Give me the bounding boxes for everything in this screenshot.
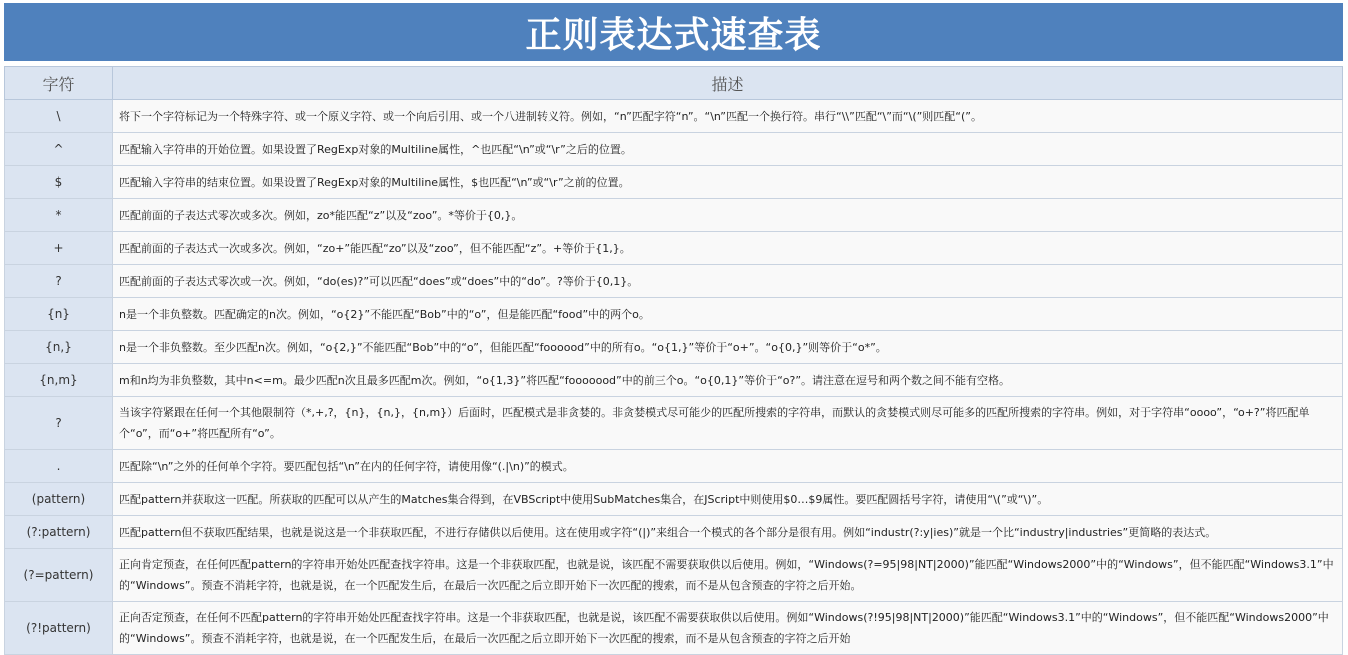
row-symbol: (?=pattern) <box>5 549 113 602</box>
row-symbol: ? <box>5 265 113 298</box>
row-description: 匹配输入字符串的结束位置。如果设置了RegExp对象的Multiline属性，$也匹配“\n”或“\r”之前的位置。 <box>113 166 1343 199</box>
row-symbol: {n,m} <box>5 364 113 397</box>
row-description: 匹配pattern并获取这一匹配。所获取的匹配可以从产生的Matches集合得到，在VBScript中使用SubMatches集合，在JScript中则使用$0…$9属性。要匹配圆括号字符，请使用“\(”或“\)”。 <box>113 483 1343 516</box>
row-description: 匹配除“\n”之外的任何单个字符。要匹配包括“\n”在内的任何字符，请使用像“(.|\n)”的模式。 <box>113 450 1343 483</box>
row-symbol: ? <box>5 397 113 450</box>
row-symbol: . <box>5 450 113 483</box>
page-title: 正则表达式速查表 <box>4 3 1343 61</box>
row-description: 匹配前面的子表达式零次或多次。例如，zo*能匹配“z”以及“zoo”。*等价于{0,}。 <box>113 199 1343 232</box>
row-description: 将下一个字符标记为一个特殊字符、或一个原义字符、或一个向后引用、或一个八进制转义符。例如，“n”匹配字符“n”。“\n”匹配一个换行符。串行“\\”匹配“\”而“\(”则匹配“(”。 <box>113 100 1343 133</box>
row-symbol: \ <box>5 100 113 133</box>
table-row <box>5 549 1343 602</box>
table-row <box>5 166 1343 199</box>
row-description: m和n均为非负整数，其中n<=m。最少匹配n次且最多匹配m次。例如，“o{1,3}”将匹配“fooooood”中的前三个o。“o{0,1}”等价于“o?”。请注意在逗号和两个数之间不能有空格。 <box>113 364 1343 397</box>
row-description: n是一个非负整数。至少匹配n次。例如，“o{2,}”不能匹配“Bob”中的“o”，但能匹配“foooood”中的所有o。“o{1,}”等价于“o+”。“o{0,}”则等价于“o*”。 <box>113 331 1343 364</box>
row-symbol: + <box>5 232 113 265</box>
row-description: 正向肯定预查，在任何匹配pattern的字符串开始处匹配查找字符串。这是一个非获取匹配，也就是说，该匹配不需要获取供以后使用。例如，“Windows(?=95|98|NT|2000)”能匹配“Windows2000”中的“Windows”，但不能匹配“Windows3.1”中的“Windows”。预查不消耗字符，也就是说，在一个匹配发生后，在最后一次匹配之后立即开始下一次匹配的搜索，而不是从包含预查的字符之后开始。 <box>113 549 1343 602</box>
row-description: 正向否定预查，在任何不匹配pattern的字符串开始处匹配查找字符串。这是一个非获取匹配，也就是说，该匹配不需要获取供以后使用。例如“Windows(?!95|98|NT|2000)”能匹配“Windows3.1”中的“Windows”，但不能匹配“Windows2000”中的“Windows”。预查不消耗字符，也就是说，在一个匹配发生后，在最后一次匹配之后立即开始下一次匹配的搜索，而不是从包含预查的字符之后开始 <box>113 602 1343 655</box>
table-row <box>5 265 1343 298</box>
table-row <box>5 450 1343 483</box>
table-row <box>5 298 1343 331</box>
row-symbol: (?:pattern) <box>5 516 113 549</box>
row-symbol: $ <box>5 166 113 199</box>
row-symbol: (pattern) <box>5 483 113 516</box>
table-row <box>5 364 1343 397</box>
table-row <box>5 199 1343 232</box>
row-description: 匹配前面的子表达式一次或多次。例如，“zo+”能匹配“zo”以及“zoo”，但不能匹配“z”。+等价于{1,}。 <box>113 232 1343 265</box>
row-symbol: ^ <box>5 133 113 166</box>
table-row <box>5 331 1343 364</box>
table-row <box>5 133 1343 166</box>
table-row <box>5 483 1343 516</box>
table-row <box>5 232 1343 265</box>
row-description: 当该字符紧跟在任何一个其他限制符（*,+,?，{n}，{n,}，{n,m}）后面时，匹配模式是非贪婪的。非贪婪模式尽可能少的匹配所搜索的字符串，而默认的贪婪模式则尽可能多的匹配所搜索的字符串。例如，对于字符串“oooo”，“o+?”将匹配单个“o”，而“o+”将匹配所有“o”。 <box>113 397 1343 450</box>
table-row <box>5 397 1343 450</box>
row-symbol: {n} <box>5 298 113 331</box>
table-row <box>5 602 1343 655</box>
header-description: 描述 <box>113 67 1343 100</box>
row-description: 匹配前面的子表达式零次或一次。例如，“do(es)?”可以匹配“does”或“does”中的“do”。?等价于{0,1}。 <box>113 265 1343 298</box>
header-symbol: 字符 <box>5 67 113 100</box>
row-symbol: (?!pattern) <box>5 602 113 655</box>
row-description: 匹配pattern但不获取匹配结果，也就是说这是一个非获取匹配，不进行存储供以后使用。这在使用或字符“(|)”来组合一个模式的各个部分是很有用。例如“industr(?:y|ies)”就是一个比“industry|industries”更简略的表达式。 <box>113 516 1343 549</box>
table-row <box>5 516 1343 549</box>
table-header-row <box>5 67 1343 100</box>
row-symbol: * <box>5 199 113 232</box>
regex-reference-table <box>4 66 1343 655</box>
row-symbol: {n,} <box>5 331 113 364</box>
row-description: 匹配输入字符串的开始位置。如果设置了RegExp对象的Multiline属性，^也匹配“\n”或“\r”之后的位置。 <box>113 133 1343 166</box>
row-description: n是一个非负整数。匹配确定的n次。例如，“o{2}”不能匹配“Bob”中的“o”，但是能匹配“food”中的两个o。 <box>113 298 1343 331</box>
table-row <box>5 100 1343 133</box>
